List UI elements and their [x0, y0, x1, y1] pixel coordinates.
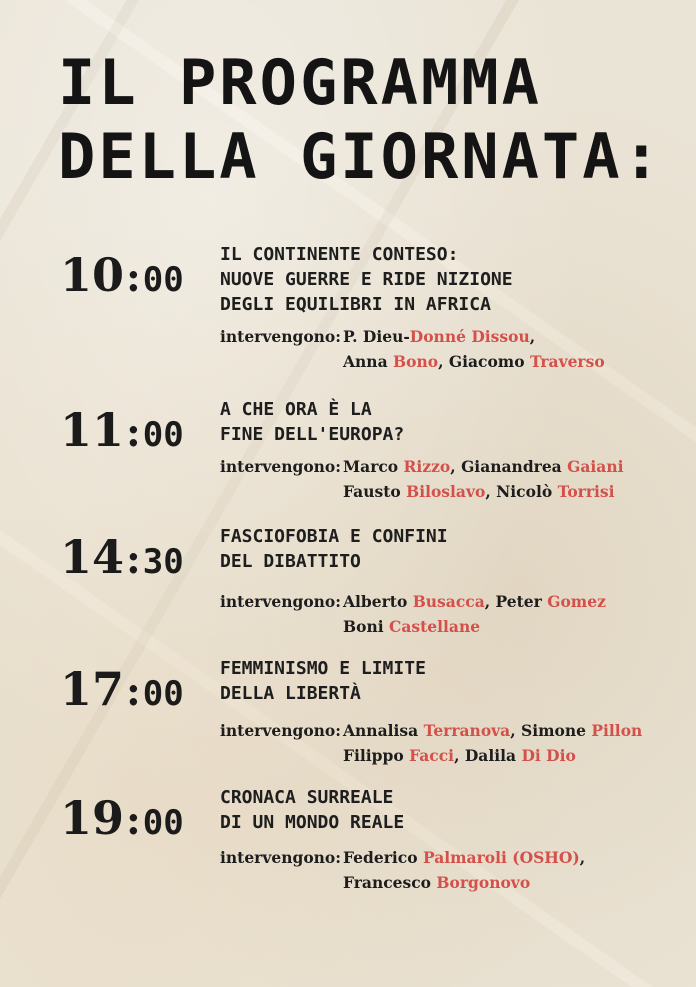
- event-title-line: DEGLI EQUILIBRI IN AFRICA: [220, 294, 491, 315]
- speaker-name: [343, 592, 485, 611]
- separator: ,: [454, 746, 465, 765]
- event-title-line: FEMMINISMO E LIMITE: [220, 658, 426, 679]
- speaker-first-name: Annalisa: [343, 721, 424, 740]
- speakers: [220, 845, 585, 895]
- speaker-name: [449, 352, 605, 371]
- speaker-first-name: Anna: [343, 352, 394, 371]
- speaker-name: [343, 873, 530, 892]
- event-title-line: DELLA LIBERTÀ: [220, 683, 361, 704]
- event-title: [220, 397, 404, 447]
- speaker-first-name: Filippo: [343, 746, 410, 765]
- speaker-last-name: Castellane: [389, 617, 481, 636]
- separator: ,: [438, 352, 449, 371]
- speakers-line: [220, 743, 642, 768]
- speaker-last-name: Facci: [409, 746, 455, 765]
- speaker-last-name: Busacca: [412, 592, 485, 611]
- event-time: [60, 662, 184, 716]
- time-minutes: 00: [142, 415, 184, 455]
- speakers-label: intervengono:: [220, 721, 341, 740]
- time-colon: :: [126, 254, 141, 301]
- speakers-label: intervengono:: [220, 592, 341, 611]
- speaker-last-name: Biloslavo: [406, 482, 486, 501]
- speaker-last-name: Gomez: [547, 592, 606, 611]
- speaker-name: [343, 327, 530, 346]
- speakers-label: intervengono:: [220, 327, 341, 346]
- time-colon: :: [126, 536, 141, 583]
- speaker-name: [343, 848, 580, 867]
- speakers-line: [220, 614, 606, 639]
- separator: ,: [485, 482, 497, 501]
- speaker-name: [343, 721, 510, 740]
- speakers-line: [220, 454, 624, 479]
- speaker-last-name: Gaiani: [567, 457, 624, 476]
- event-title-line: A CHE ORA È LA: [220, 399, 372, 420]
- speaker-first-name: Federico: [343, 848, 423, 867]
- speaker-last-name: Di Dio: [521, 746, 576, 765]
- time-hours: 19: [60, 791, 125, 845]
- time-minutes: 00: [142, 803, 184, 843]
- speaker-name: [343, 457, 450, 476]
- speakers-line: [220, 589, 606, 614]
- time-colon: :: [126, 797, 141, 844]
- speaker-first-name: P. Dieu-: [343, 327, 410, 346]
- speaker-last-name: Bono: [393, 352, 439, 371]
- speaker-first-name: Francesco: [343, 873, 437, 892]
- event-time: [60, 248, 184, 302]
- title-line-1: IL PROGRAMMA: [58, 46, 542, 119]
- speaker-last-name: Torrisi: [557, 482, 615, 501]
- event-title-line: NUOVE GUERRE E RIDE NIZIONE: [220, 269, 513, 290]
- speaker-name: [343, 746, 454, 765]
- speaker-first-name: Nicolò: [496, 482, 558, 501]
- event-time: [60, 530, 184, 584]
- speakers-line: [220, 324, 605, 349]
- time-hours: 17: [60, 662, 125, 716]
- speaker-last-name: Borgonovo: [436, 873, 531, 892]
- speaker-first-name: Giacomo: [448, 352, 530, 371]
- schedule-item: [0, 785, 696, 925]
- speaker-first-name: Fausto: [343, 482, 407, 501]
- event-title: [220, 242, 513, 317]
- event-title: [220, 524, 448, 574]
- time-hours: 14: [60, 530, 125, 584]
- event-title-line: IL CONTINENTE CONTESO:: [220, 244, 459, 265]
- time-colon: :: [126, 409, 141, 456]
- speaker-name: [461, 457, 623, 476]
- speakers-line: [220, 870, 585, 895]
- speaker-last-name: Rizzo: [403, 457, 451, 476]
- speaker-name: [343, 617, 480, 636]
- schedule-item: [0, 524, 696, 664]
- speaker-first-name: Dalila: [464, 746, 522, 765]
- separator: ,: [510, 721, 522, 740]
- speakers-line: [220, 845, 585, 870]
- event-title-line: DI UN MONDO REALE: [220, 812, 405, 833]
- separator: ,: [484, 592, 496, 611]
- speakers-line: [220, 718, 642, 743]
- speaker-name: [343, 482, 485, 501]
- speaker-name: [343, 352, 438, 371]
- event-title-line: DEL DIBATTITO: [220, 551, 361, 572]
- speaker-first-name: Boni: [343, 617, 389, 636]
- speaker-last-name: Terranova: [423, 721, 511, 740]
- speaker-last-name: Traverso: [529, 352, 605, 371]
- time-hours: 10: [60, 248, 125, 302]
- speaker-first-name: Marco: [343, 457, 404, 476]
- event-title-line: FINE DELL'EUROPA?: [220, 424, 405, 445]
- speakers-line: [220, 349, 605, 374]
- schedule-item: [0, 656, 696, 796]
- speaker-last-name: Donné Dissou: [409, 327, 530, 346]
- speaker-first-name: Alberto: [343, 592, 413, 611]
- time-colon: :: [126, 668, 141, 715]
- speaker-first-name: Peter: [495, 592, 548, 611]
- schedule-item: [0, 397, 696, 537]
- separator: ,: [579, 848, 586, 867]
- event-time: [60, 403, 184, 457]
- speaker-name: [496, 592, 606, 611]
- speakers-label: intervengono:: [220, 457, 341, 476]
- page-title: [58, 46, 663, 194]
- speakers-label: intervengono:: [220, 848, 341, 867]
- time-hours: 11: [60, 403, 125, 457]
- speaker-name: [521, 721, 642, 740]
- event-title: [220, 656, 426, 706]
- time-minutes: 00: [142, 260, 184, 300]
- speakers: [220, 324, 605, 374]
- time-minutes: 00: [142, 674, 184, 714]
- schedule-item: [0, 242, 696, 382]
- separator: ,: [450, 457, 462, 476]
- speaker-first-name: Gianandrea: [461, 457, 568, 476]
- title-line-2: DELLA GIORNATA:: [58, 120, 663, 193]
- event-title-line: FASCIOFOBIA E CONFINI: [220, 526, 448, 547]
- event-time: [60, 791, 184, 845]
- speaker-last-name: Palmaroli (OSHO): [422, 848, 580, 867]
- speaker-name: [465, 746, 576, 765]
- speakers: [220, 718, 642, 768]
- speakers: [220, 454, 624, 504]
- speaker-name: [496, 482, 614, 501]
- speaker-first-name: Simone: [521, 721, 592, 740]
- time-minutes: 30: [142, 542, 184, 582]
- speaker-last-name: Pillon: [591, 721, 643, 740]
- event-title-line: CRONACA SURREALE: [220, 787, 394, 808]
- speakers: [220, 589, 606, 639]
- event-title: [220, 785, 404, 835]
- speakers-line: [220, 479, 624, 504]
- separator: ,: [529, 327, 536, 346]
